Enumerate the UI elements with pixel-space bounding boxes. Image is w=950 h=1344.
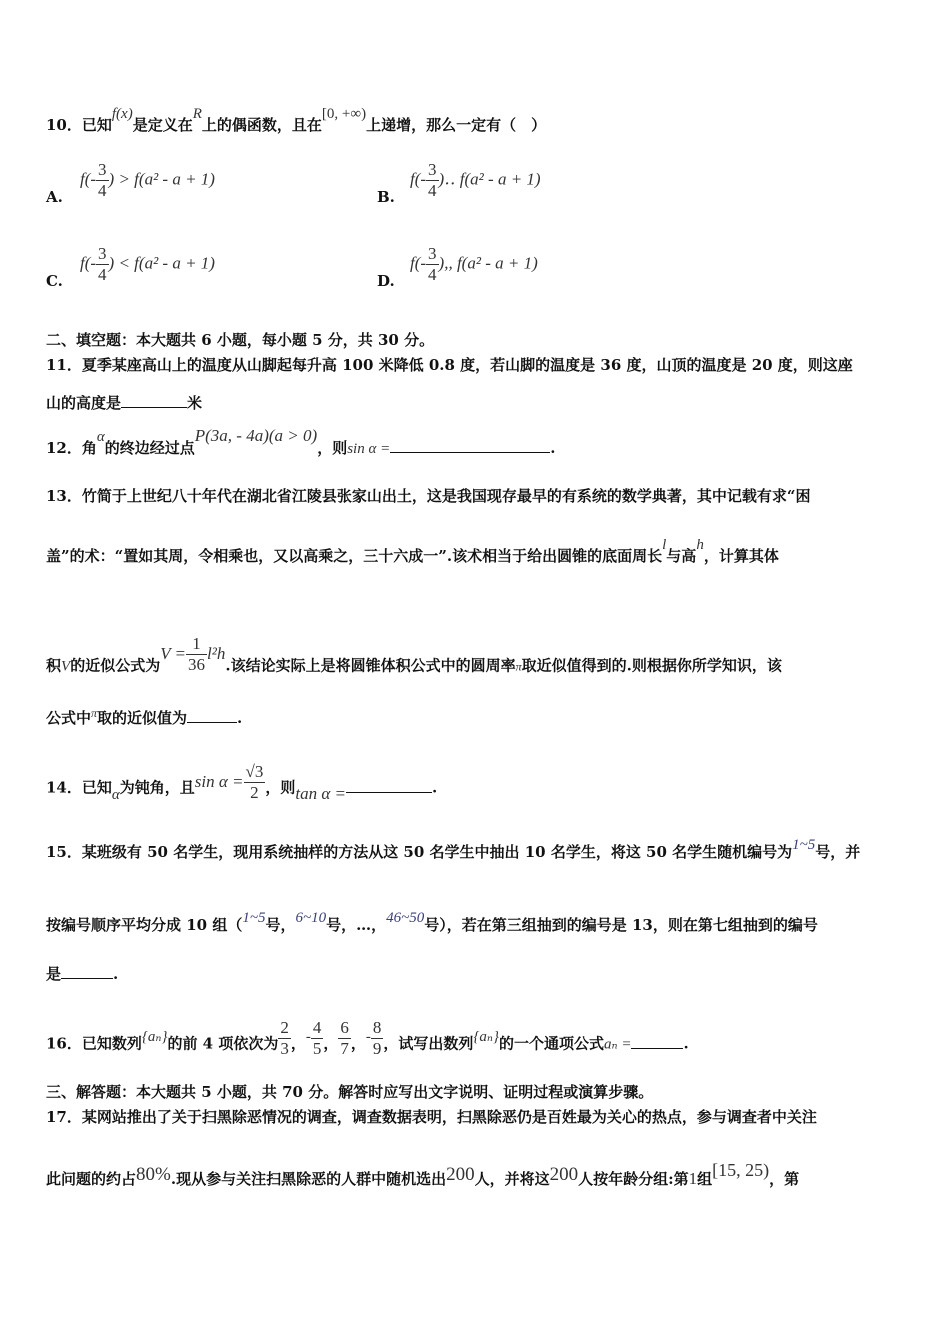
q13-line3: 积V的近似公式为V = $\frac{1}{36}$ l²h.该结论实际上是将圆锥体积公式中的圆周率π取近似值得到的.则根据你所学知识，该 [46, 634, 782, 675]
answer-blank[interactable] [390, 438, 550, 453]
q17-line1: 17．某网站推出了关于扫黑除恶情况的调查，调查数据表明，扫黑除恶仍是百姓最为关心的热点，参与调查者中关注 [46, 1108, 817, 1126]
q17-line2: 此问题的约占80%.现从参与关注扫黑除恶的人群中随机选出200人，并将这200人按年龄分组:第1组[15, 25)，第 [46, 1160, 800, 1188]
answer-blank[interactable] [631, 1034, 683, 1049]
fx-math: f(x) [111, 106, 133, 122]
R-math: R [192, 106, 202, 122]
q13-line4: 公式中$^\pi$取的近似值为 . [46, 706, 243, 727]
option-a-label: A. [46, 188, 63, 206]
q16-stem: 16．已知数列{aₙ}的前 4 项依次为 $\frac{2}{3}$ ，- $\frac{4}{5}$ ， $\frac{6}{7}$ ，- $\frac{8}{9}$ ，试写出数列{aₙ}的一个通项公式aₙ = . [46, 1018, 689, 1058]
q12-stem: 12．角α的终边经过点P(3a, - 4a)(a > 0)，则sin α = . [46, 426, 556, 457]
q15-line2: 按编号顺序平均分成 10 组（1~5号，6~10号，…，46~50号），若在第三组抽到的编号是 13，则在第七组抽到的编号 [46, 910, 818, 934]
section-2-heading: 二、填空题：本大题共 6 小题，每小题 5 分，共 30 分。 [46, 331, 435, 349]
q10-stem: 10．已知f(x)是定义在R上的偶函数，且在[0, +∞)上递增，那么一定有（ ） [46, 106, 547, 134]
option-a-expr: f(- $\frac{3}{4}$ ) > f(a² - a + 1) [80, 160, 215, 200]
q15-line1: 15．某班级有 50 名学生，现用系统抽样的方法从这 50 名学生中抽出 10 名学生，将这 50 名学生随机编号为1~5号，并 [46, 837, 861, 861]
option-d-expr: f(- $\frac{3}{4}$ ),, f(a² - a + 1) [410, 244, 538, 284]
q13-line1: 13．竹简于上世纪八十年代在湖北省江陵县张家山出土，这是我国现存最早的有系统的数学典著，其中记载有求“困 [46, 487, 811, 505]
q14-stem: 14．已知α为钝角，且sin α = $\frac{√3}{2}$ ，则tan α = . [46, 762, 438, 803]
option-b-expr: f(- $\frac{3}{4}$ )‥ f(a² - a + 1) [410, 160, 541, 200]
q13-line2: 盖”的术：“置如其周，令相乘也，又以高乘之，三十六成一”.该术相当于给出圆锥的底面周长l与高h，计算其体 [46, 537, 779, 565]
answer-blank[interactable] [346, 778, 432, 793]
option-b-label: B. [377, 188, 395, 206]
section-3-heading: 三、解答题：本大题共 5 小题，共 70 分。解答时应写出文字说明、证明过程或演算步骤。 [46, 1083, 654, 1101]
answer-blank[interactable] [61, 964, 113, 979]
option-c-expr: f(- $\frac{3}{4}$ ) < f(a² - a + 1) [80, 244, 215, 284]
answer-blank[interactable] [121, 393, 187, 408]
option-c-label: C. [46, 272, 63, 290]
answer-blank[interactable] [187, 708, 237, 723]
option-d-label: D. [377, 272, 395, 290]
q15-line3: 是 . [46, 965, 119, 983]
q11-line2: 山的高度是 米 [46, 394, 203, 412]
q11-line1: 11．夏季某座高山上的温度从山脚起每升高 100 米降低 0.8 度，若山脚的温度是 36 度，山顶的温度是 20 度，则这座 [46, 356, 853, 374]
interval-math: [0, +∞) [321, 106, 367, 122]
